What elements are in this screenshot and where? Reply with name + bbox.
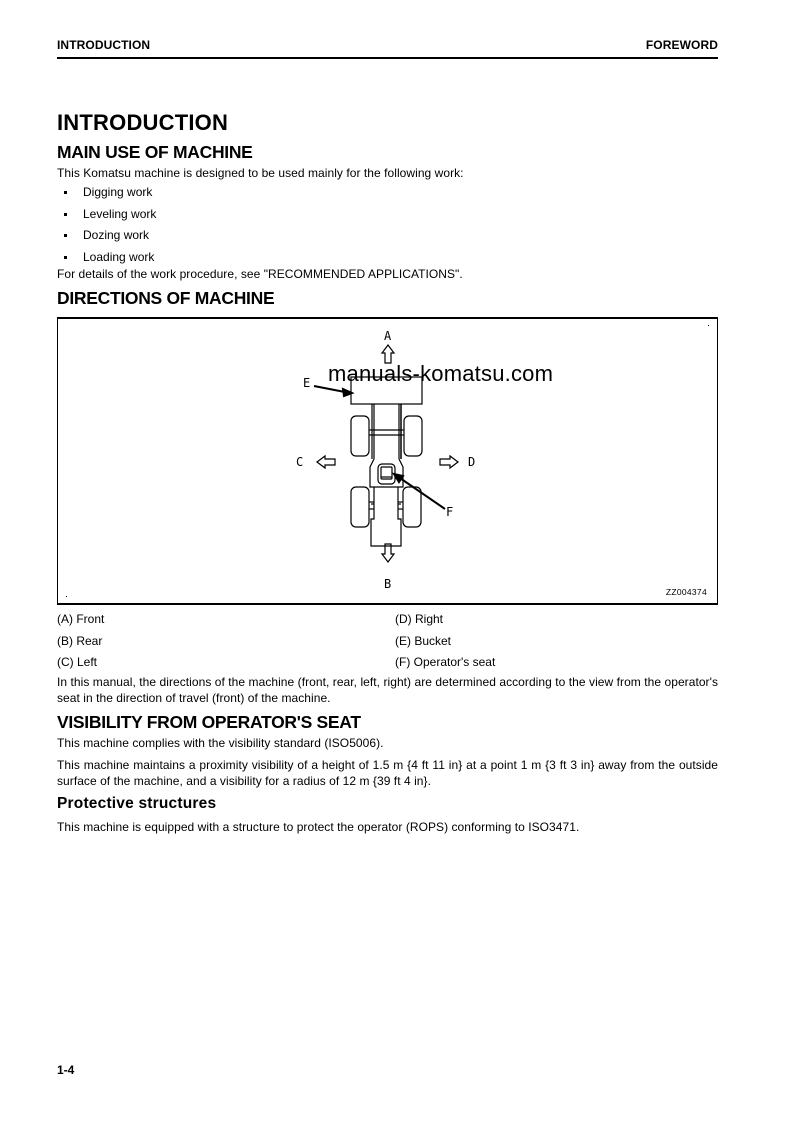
legend-item-operator-seat: (F) Operator's seat (395, 655, 496, 669)
legend-item-right: (D) Right (395, 612, 444, 626)
legend-item-bucket: (E) Bucket (395, 633, 452, 648)
bullet-icon (64, 191, 67, 194)
directions-note: In this manual, the directions of the machine (front, rear, left, right) are determined according to the view from the operator's seat in the direction of travel (front) of the machine. (57, 674, 718, 705)
label-e: E (303, 376, 311, 390)
heading-protective-structures: Protective structures (57, 794, 217, 812)
label-b: B (384, 577, 392, 591)
arrow-rear-icon (382, 544, 394, 562)
bullet-icon (64, 234, 67, 237)
main-use-intro: This Komatsu machine is designed to be used mainly for the following work: (57, 166, 464, 180)
page-number: 1-4 (57, 1063, 75, 1077)
list-item: Loading work (57, 247, 718, 269)
list-item: Digging work (57, 182, 718, 204)
label-c: C (296, 455, 304, 469)
legend-item-front: (A) Front (57, 612, 105, 626)
heading-visibility: VISIBILITY FROM OPERATOR'S SEAT (57, 711, 361, 732)
watermark: manuals-komatsu.com (328, 361, 554, 386)
page-content (57, 108, 718, 835)
legend-item-rear: (B) Rear (57, 633, 103, 648)
list-item: Dozing work (57, 225, 718, 247)
page-header (57, 37, 718, 59)
visibility-standard: This machine complies with the visibility standard (ISO5006). (57, 735, 384, 750)
legend-item-left: (C) Left (57, 655, 98, 669)
arrow-right-icon (440, 456, 458, 468)
front-left-tire (351, 416, 369, 456)
figure-legend (57, 609, 718, 674)
bullet-icon (64, 256, 67, 259)
label-a: A (384, 329, 392, 343)
rear-left-tire (351, 487, 369, 527)
front-right-tire (404, 416, 422, 456)
page-title: INTRODUCTION (57, 110, 229, 135)
heading-main-use: MAIN USE OF MACHINE (57, 142, 253, 162)
list-item: Leveling work (57, 204, 718, 226)
main-use-note: For details of the work procedure, see "RECOMMENDED APPLICATIONS". (57, 267, 463, 281)
protective-structures-text: This machine is equipped with a structure to protect the operator (ROPS) conforming to ISO3471. (57, 819, 580, 834)
rear-right-tire (403, 487, 421, 527)
label-f: F (446, 505, 454, 519)
header-chapter: INTRODUCTION (57, 38, 151, 52)
heading-directions: DIRECTIONS OF MACHINE (57, 288, 275, 308)
arrow-left-icon (317, 456, 335, 468)
header-section: FOREWORD (645, 38, 718, 52)
visibility-details: This machine maintains a proximity visibility of a height of 1.5 m {4 ft 11 in} at a point 1 m {3 ft 3 in} away from the outside surface of the machine, and a visibility for a radius of 12 m {39 ft 4 in}. (57, 757, 718, 788)
directions-figure (57, 317, 718, 605)
figure-id: ZZ004374 (665, 587, 707, 597)
bullet-icon (64, 213, 67, 216)
work-list (57, 182, 718, 268)
label-d: D (468, 455, 476, 469)
